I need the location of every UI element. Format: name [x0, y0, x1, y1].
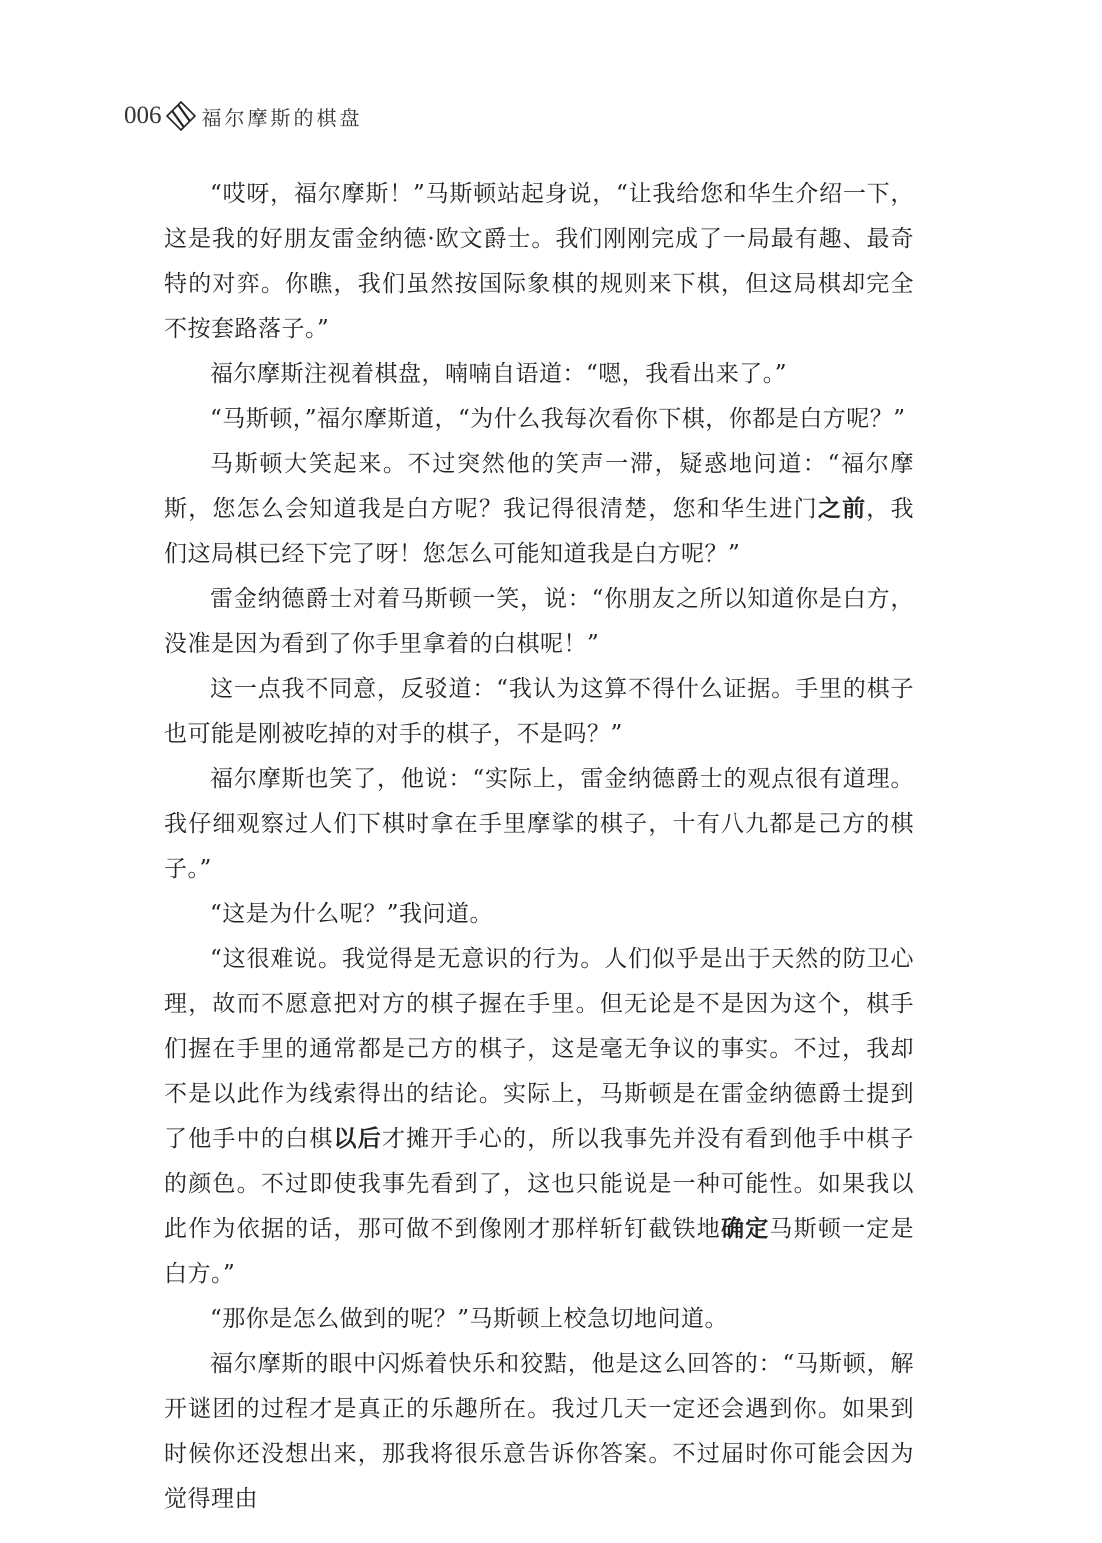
paragraph-text: ，我们这局棋已经下完了呀！您怎么可能知道我是白方呢？”: [164, 496, 915, 567]
paragraph: 雷金纳德爵士对着马斯顿一笑，说：“你朋友之所以知道你是白方，没准是因为看到了你手里拿着的白棋呢！”: [164, 586, 914, 657]
paragraph: 福尔摩斯注视着棋盘，喃喃自语道：“嗯，我看出来了。”: [210, 361, 788, 387]
running-header: [124, 98, 363, 134]
paragraph: “这是为什么呢？”我问道。: [210, 901, 494, 927]
striped-diamond-icon: [166, 101, 196, 131]
emphasis-text: 以后: [333, 1126, 382, 1152]
emphasis-text: 之前: [817, 496, 867, 522]
paragraph: 福尔摩斯也笑了，他说：“实际上，雷金纳德爵士的观点很有道理。我仔细观察过人们下棋时拿在手里摩挲的棋子，十有八九都是己方的棋子。”: [164, 766, 914, 882]
emphasis-text: 确定: [720, 1216, 770, 1242]
page-body: [164, 172, 914, 1522]
paragraph: 这一点我不同意，反驳道：“我认为这算不得什么证据。手里的棋子也可能是刚被吃掉的对手的棋子，不是吗？”: [164, 676, 914, 747]
paragraph-text: 才摊开手心的，所以我事先并没有看到他手中棋子的颜色。不过即使我事先看到了，这也只能说是一种可能性。如果我以此作为依据的话，那可做不到像刚才那样斩钉截铁地: [164, 1126, 915, 1242]
paragraph: 福尔摩斯的眼中闪烁着快乐和狡黠，他是这么回答的：“马斯顿，解开谜团的过程才是真正的乐趣所在。我过几天一定还会遇到你。如果到时候你还没想出来，那我将很乐意告诉你答案。不过届时你可能会因为觉得理由: [164, 1351, 914, 1512]
book-title: 福尔摩斯的棋盘: [201, 105, 363, 130]
paragraph: “哎呀，福尔摩斯！”马斯顿站起身说，“让我给您和华生介绍一下，这是我的好朋友雷金纳德·欧文爵士。我们刚刚完成了一局最有趣、最奇特的对弈。你瞧，我们虽然按国际象棋的规则来下棋，但这局棋却完全不按套路落子。”: [164, 181, 914, 342]
paragraph-text: 马斯顿一定是白方。”: [164, 1216, 915, 1287]
paragraph-text: 马斯顿大笑起来。不过突然他的笑声一滞，疑惑地问道：“福尔摩斯，您怎么会知道我是白方呢？我记得很清楚，您和华生进门: [164, 451, 914, 522]
paragraph: “马斯顿，”福尔摩斯道，“为什么我每次看你下棋，你都是白方呢？”: [210, 406, 906, 432]
paragraph-text: “这很难说。我觉得是无意识的行为。人们似乎是出于天然的防卫心理，故而不愿意把对方的棋子握在手里。但无论是不是因为这个，棋手们握在手里的通常都是己方的棋子，这是毫无争议的事实。不过，我却不是以此作为线索得出的结论。实际上，马斯顿是在雷金纳德爵士提到了他手中的白棋: [164, 946, 914, 1152]
paragraph: “那你是怎么做到的呢？”马斯顿上校急切地问道。: [210, 1306, 729, 1332]
page-number: 006: [124, 102, 162, 129]
paragraph: [164, 937, 914, 1297]
paragraph: [164, 442, 914, 577]
